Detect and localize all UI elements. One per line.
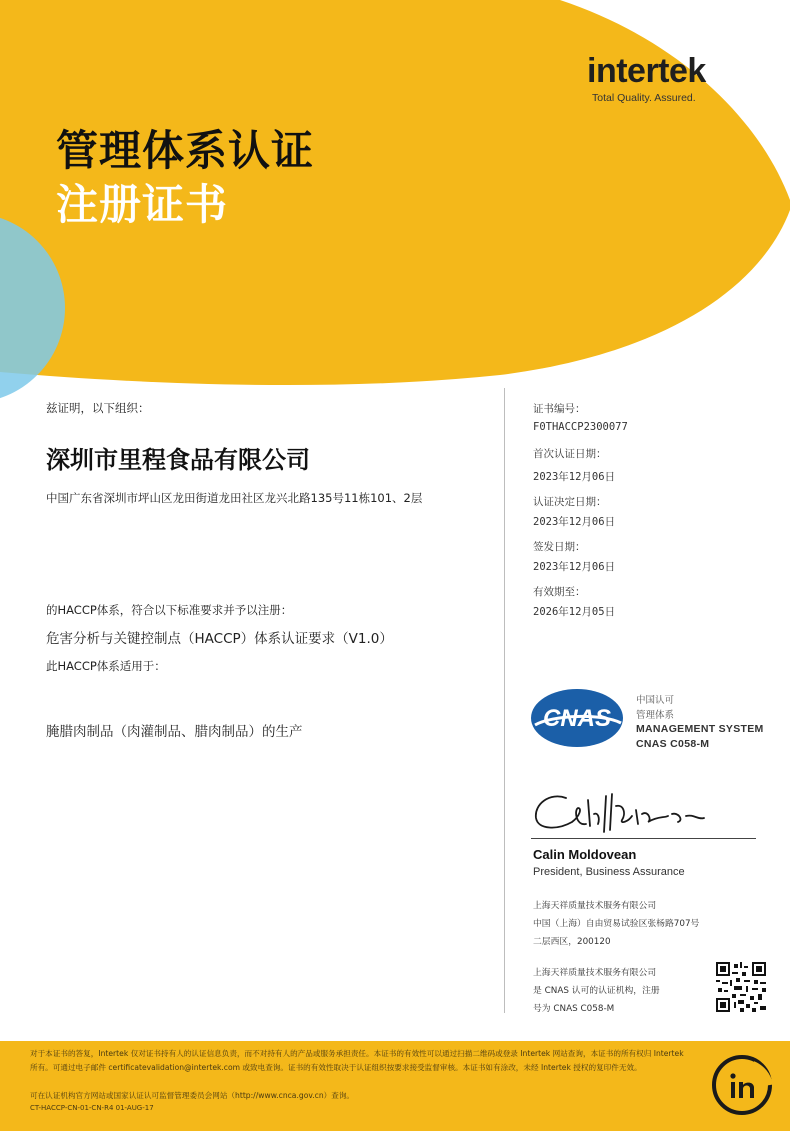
issuer-cnas-line3: 号为 CNAS C058-M — [533, 1004, 615, 1014]
intro-text: 兹证明，以下组织： — [46, 401, 150, 415]
cnas-logo-icon — [527, 685, 627, 751]
issuer-address-line2: 中国（上海）自由贸易试验区张杨路707号 — [533, 919, 700, 929]
issue-date-value: 2023年12月06日 — [533, 561, 616, 573]
company-name: 深圳市里程食品有限公司 — [46, 446, 310, 474]
signature-image — [528, 786, 728, 838]
certificate-title-line1: 管理体系认证 — [56, 126, 315, 175]
issuer-cnas-line1: 上海天祥质量技术服务有限公司 — [533, 968, 657, 978]
cnas-en-line1: MANAGEMENT SYSTEM — [636, 723, 764, 735]
scope-text: 腌腊肉制品（肉灌制品、腊肉制品）的生产 — [46, 724, 303, 740]
issuer-cnas-line2: 是 CNAS 认可的认证机构，注册 — [533, 986, 660, 996]
company-address: 中国广东省深圳市坪山区龙田街道龙田社区龙兴北路135号11栋101、2层 — [46, 491, 423, 505]
issuer-address-line1: 上海天祥质量技术服务有限公司 — [533, 901, 657, 911]
footer-line3: 可在认证机构官方网站或国家认证认可监督管理委员会网站（http://www.cnca.gov.cn）查询。 — [30, 1091, 355, 1100]
system-intro: 的HACCP体系，符合以下标准要求并予以注册： — [46, 603, 293, 617]
expiry-date-value: 2026年12月05日 — [533, 606, 616, 618]
footer-form-code: CT-HACCP-CN-01-CN-R4 01-AUG-17 — [30, 1104, 154, 1112]
intertek-tagline: Total Quality. Assured. — [592, 92, 696, 104]
certificate-title-line2: 注册证书 — [56, 180, 229, 229]
initial-date-value: 2023年12月06日 — [533, 471, 616, 483]
cert-number-value: F0THACCP2300077 — [533, 421, 628, 433]
cnas-en-line2: CNAS C058-M — [636, 738, 710, 750]
cnas-cn-line1: 中国认可 — [636, 695, 675, 706]
column-divider — [504, 388, 505, 1013]
scope-intro: 此HACCP体系适用于： — [46, 659, 166, 673]
signatory-name: Calin Moldovean — [533, 847, 637, 862]
cnas-mark-text: CNAS — [542, 705, 612, 732]
decision-date-value: 2023年12月06日 — [533, 516, 616, 528]
signatory-title: President, Business Assurance — [533, 866, 685, 878]
issuer-address-line3: 二层西区，200120 — [533, 937, 611, 947]
footer-line2: 所有。可通过电子邮件 certificatevalidation@intertek.com 或致电查询。证书的有效性取决于认证组织按要求接受监督审核。本证书如有涂改，未经 Intertek 授权的复印件无效。 — [30, 1063, 642, 1072]
initial-date-label: 首次认证日期： — [533, 448, 607, 460]
cnas-cn-line2: 管理体系 — [636, 710, 675, 721]
footer-line1: 对于本证书的答复，Intertek 仅对证书持有人的认证信息负责，而不对持有人的产品或服务承担责任。本证书的有效性可以通过扫描二维码或登录 Intertek 网站查询，本证书的所有权归 Intertek — [30, 1049, 684, 1058]
decision-date-label: 认证决定日期： — [533, 496, 607, 508]
intertek-logo-text: intertek — [587, 52, 706, 90]
qr-code-icon[interactable] — [716, 962, 766, 1012]
intertek-in-logo-icon — [709, 1052, 775, 1118]
issue-date-label: 签发日期： — [533, 541, 586, 553]
signature-line — [531, 838, 756, 839]
standard-name: 危害分析与关键控制点（HACCP）体系认证要求（V1.0） — [46, 631, 393, 647]
expiry-date-label: 有效期至： — [533, 586, 586, 598]
cert-number-label: 证书编号： — [533, 403, 586, 415]
